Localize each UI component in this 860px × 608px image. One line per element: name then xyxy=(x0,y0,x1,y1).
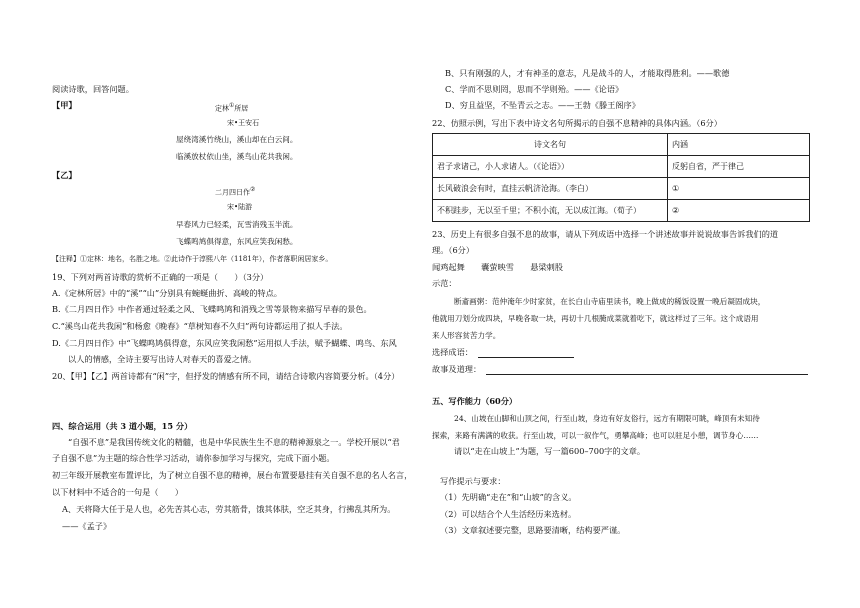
q19-option-d: D.《二月四日作》中“飞蝶鸣鸠俱得意，东风应笑我闲愁”运用拟人手法，赋予蝴蝶、鸣鸟、东风 xyxy=(52,338,397,348)
section-4-intro-cont: 子自强不息”为主题的综合性学习活动，请你参加学习与探究，完成下面小题。 xyxy=(52,453,335,463)
question-20: 20、【甲】【乙】两首诗都有“闲”字，但抒发的情感有所不同，请结合诗歌内容简要分析。（4分） xyxy=(52,371,400,381)
question-19: 19、下列对两首诗歌的赏析不正确的一项是（ ）（3分） xyxy=(52,272,269,282)
q21-option-a-source: ——《孟子》 xyxy=(62,521,112,531)
story-answer-line[interactable] xyxy=(486,374,808,375)
poem1-title: 定林①所居 xyxy=(215,103,249,113)
poem2-line2: 飞蝶鸣鸠俱得意，东风应笑我闲愁。 xyxy=(176,237,298,246)
poem1-line2: 临溪放杖依山坐，溪鸟山花共我闲。 xyxy=(176,152,298,161)
writing-tip-1: （1）先明确“走在”和“山坡”的含义。 xyxy=(440,492,577,502)
example-text-line1: 断齑画粥：范仲淹年少时家贫，在长白山寺庙里读书，晚上做成的稀饭设置一晚后凝固成块， xyxy=(454,297,766,306)
q19-option-a: A.《定林所居》中的“溪”“山”分别具有蜿蜒曲折、高峻的特点。 xyxy=(52,288,282,298)
poem2-title: 二月四日作② xyxy=(215,187,256,197)
yi-tag: 【乙】 xyxy=(52,170,77,180)
section-4-intro: “自强不息”是我国传统文化的精髓，也是中华民族生生不息的精神源泉之一。学校开展以“君 xyxy=(68,437,400,447)
q21-option-b: B、只有刚强的人，才有神圣的意志，凡是战斗的人，才能取得胜利。——歌德 xyxy=(445,68,730,78)
intro-text: 阅读诗歌，回答问题。 xyxy=(52,84,134,94)
q21-option-d: D、穷且益坚，不坠青云之志。——王勃《滕王阁序》 xyxy=(445,100,640,110)
question-24-prompt: 请以“走在山坡上”为题，写一篇600–700字的文章。 xyxy=(454,446,646,456)
writing-tip-3: （3）文章叙述要完整，思路要清晰，结构要严谨。 xyxy=(440,525,626,535)
choose-idiom-label: 选择成语： xyxy=(432,347,473,357)
question-24: 24、山坡在山脚和山顶之间，行至山坡，身边有好友俗行，远方有期限可眺，峰顶有未知待 xyxy=(454,414,760,423)
example-text-line3: 来人形容贫苦力学。 xyxy=(432,331,501,340)
table-row xyxy=(433,178,810,200)
table-cell: 长风破浪会有时，直挂云帆济沧海。（李白） xyxy=(433,178,668,200)
table-row xyxy=(433,200,810,222)
question-21: 初三年级开展教室布置评比，为了树立自强不息的精神，展台布置要悬挂有关自强不息的名人名言， xyxy=(52,470,413,480)
table-cell: ② xyxy=(668,200,810,222)
table-cell: 君子求诸己，小人求诸人。（《论语》） xyxy=(433,156,668,178)
poem1-line1: 屋绕湾溪竹绕山，溪山却在白云间。 xyxy=(176,135,298,144)
question-22: 22、仿照示例，写出下表中诗文名句所揭示的自强不息精神的具体内涵。（6分） xyxy=(432,118,722,128)
section-4-heading: 四、综合运用（共 3 道小题，15 分） xyxy=(52,421,193,431)
section-5-heading: 五、写作能力（60分） xyxy=(432,396,518,406)
table-cell: ① xyxy=(668,178,810,200)
story-label: 故事及道理： xyxy=(432,364,482,374)
table-header-cell: 内涵 xyxy=(668,134,810,156)
question-23-cont: 理。（6分） xyxy=(432,245,475,255)
q19-option-d-cont: 以人的情感，全诗主要写出诗人对春天的喜爱之情。 xyxy=(68,354,257,364)
jia-tag: 【甲】 xyxy=(52,100,77,110)
example-label: 示范： xyxy=(432,278,457,288)
table-header-cell: 诗文名句 xyxy=(433,134,668,156)
q21-option-a: A、天将降大任于是人也，必先苦其心志，劳其筋骨，饿其体肤，空乏其身，行拂乱其所为。 xyxy=(62,504,396,514)
idiom-options: 闻鸡起舞 囊萤映雪 悬梁刺股 xyxy=(432,262,564,272)
writing-tips-label: 写作提示与要求： xyxy=(440,476,506,486)
question-24-cont: 探索，来路有满满的收获。行至山坡，可以一叙作气，勇攀高峰；也可以驻足小憩，调节身心…… xyxy=(432,431,759,440)
table-header-row xyxy=(433,134,810,156)
table-cell: 反躬自省，严于律己 xyxy=(668,156,810,178)
table-row xyxy=(433,156,810,178)
q19-option-c: C.“溪鸟山花共我闲”和杨愈《晚春》“草树知春不久归”两句诗都运用了拟人手法。 xyxy=(52,321,348,331)
annotation-note: 【注释】①定林：地名，名胜之地。②此诗作于淳熙八年（1181年），作者落职闲居家乡。 xyxy=(52,255,333,263)
example-text-line2: 他就用刀划分成四块，早晚各取一块，再切十几根腌成菜就着吃下，就这样过了三年。这个成语用 xyxy=(432,314,759,323)
choose-idiom-answer-line[interactable] xyxy=(478,357,574,358)
table-cell: 不积跬步，无以至千里；不积小流，无以成江海。（荀子） xyxy=(433,200,668,222)
poem1-author: 宋•王安石 xyxy=(227,119,260,127)
question-23: 23、历史上有很多自强不息的故事，请从下列成语中选择一个讲述故事并说说故事告诉我们的道 xyxy=(432,229,779,239)
poem2-line1: 早春风力已轻柔，瓦雪消残玉半流。 xyxy=(176,220,298,229)
question-21-cont: 以下材料中不适合的一句是（ ） xyxy=(52,487,184,497)
poem2-author: 宋•陆游 xyxy=(227,203,253,211)
q21-option-c: C、学而不思则罔，思而不学则殆。——《论语》 xyxy=(445,84,624,94)
q19-option-b: B.《二月四日作》中作者通过轻柔之风、飞蝶鸣鸠和消残之雪等景物来描写早春的景色。 xyxy=(52,304,372,314)
poem-table xyxy=(432,133,810,222)
writing-tip-2: （2）可以结合个人生活经历来选材。 xyxy=(440,509,577,519)
